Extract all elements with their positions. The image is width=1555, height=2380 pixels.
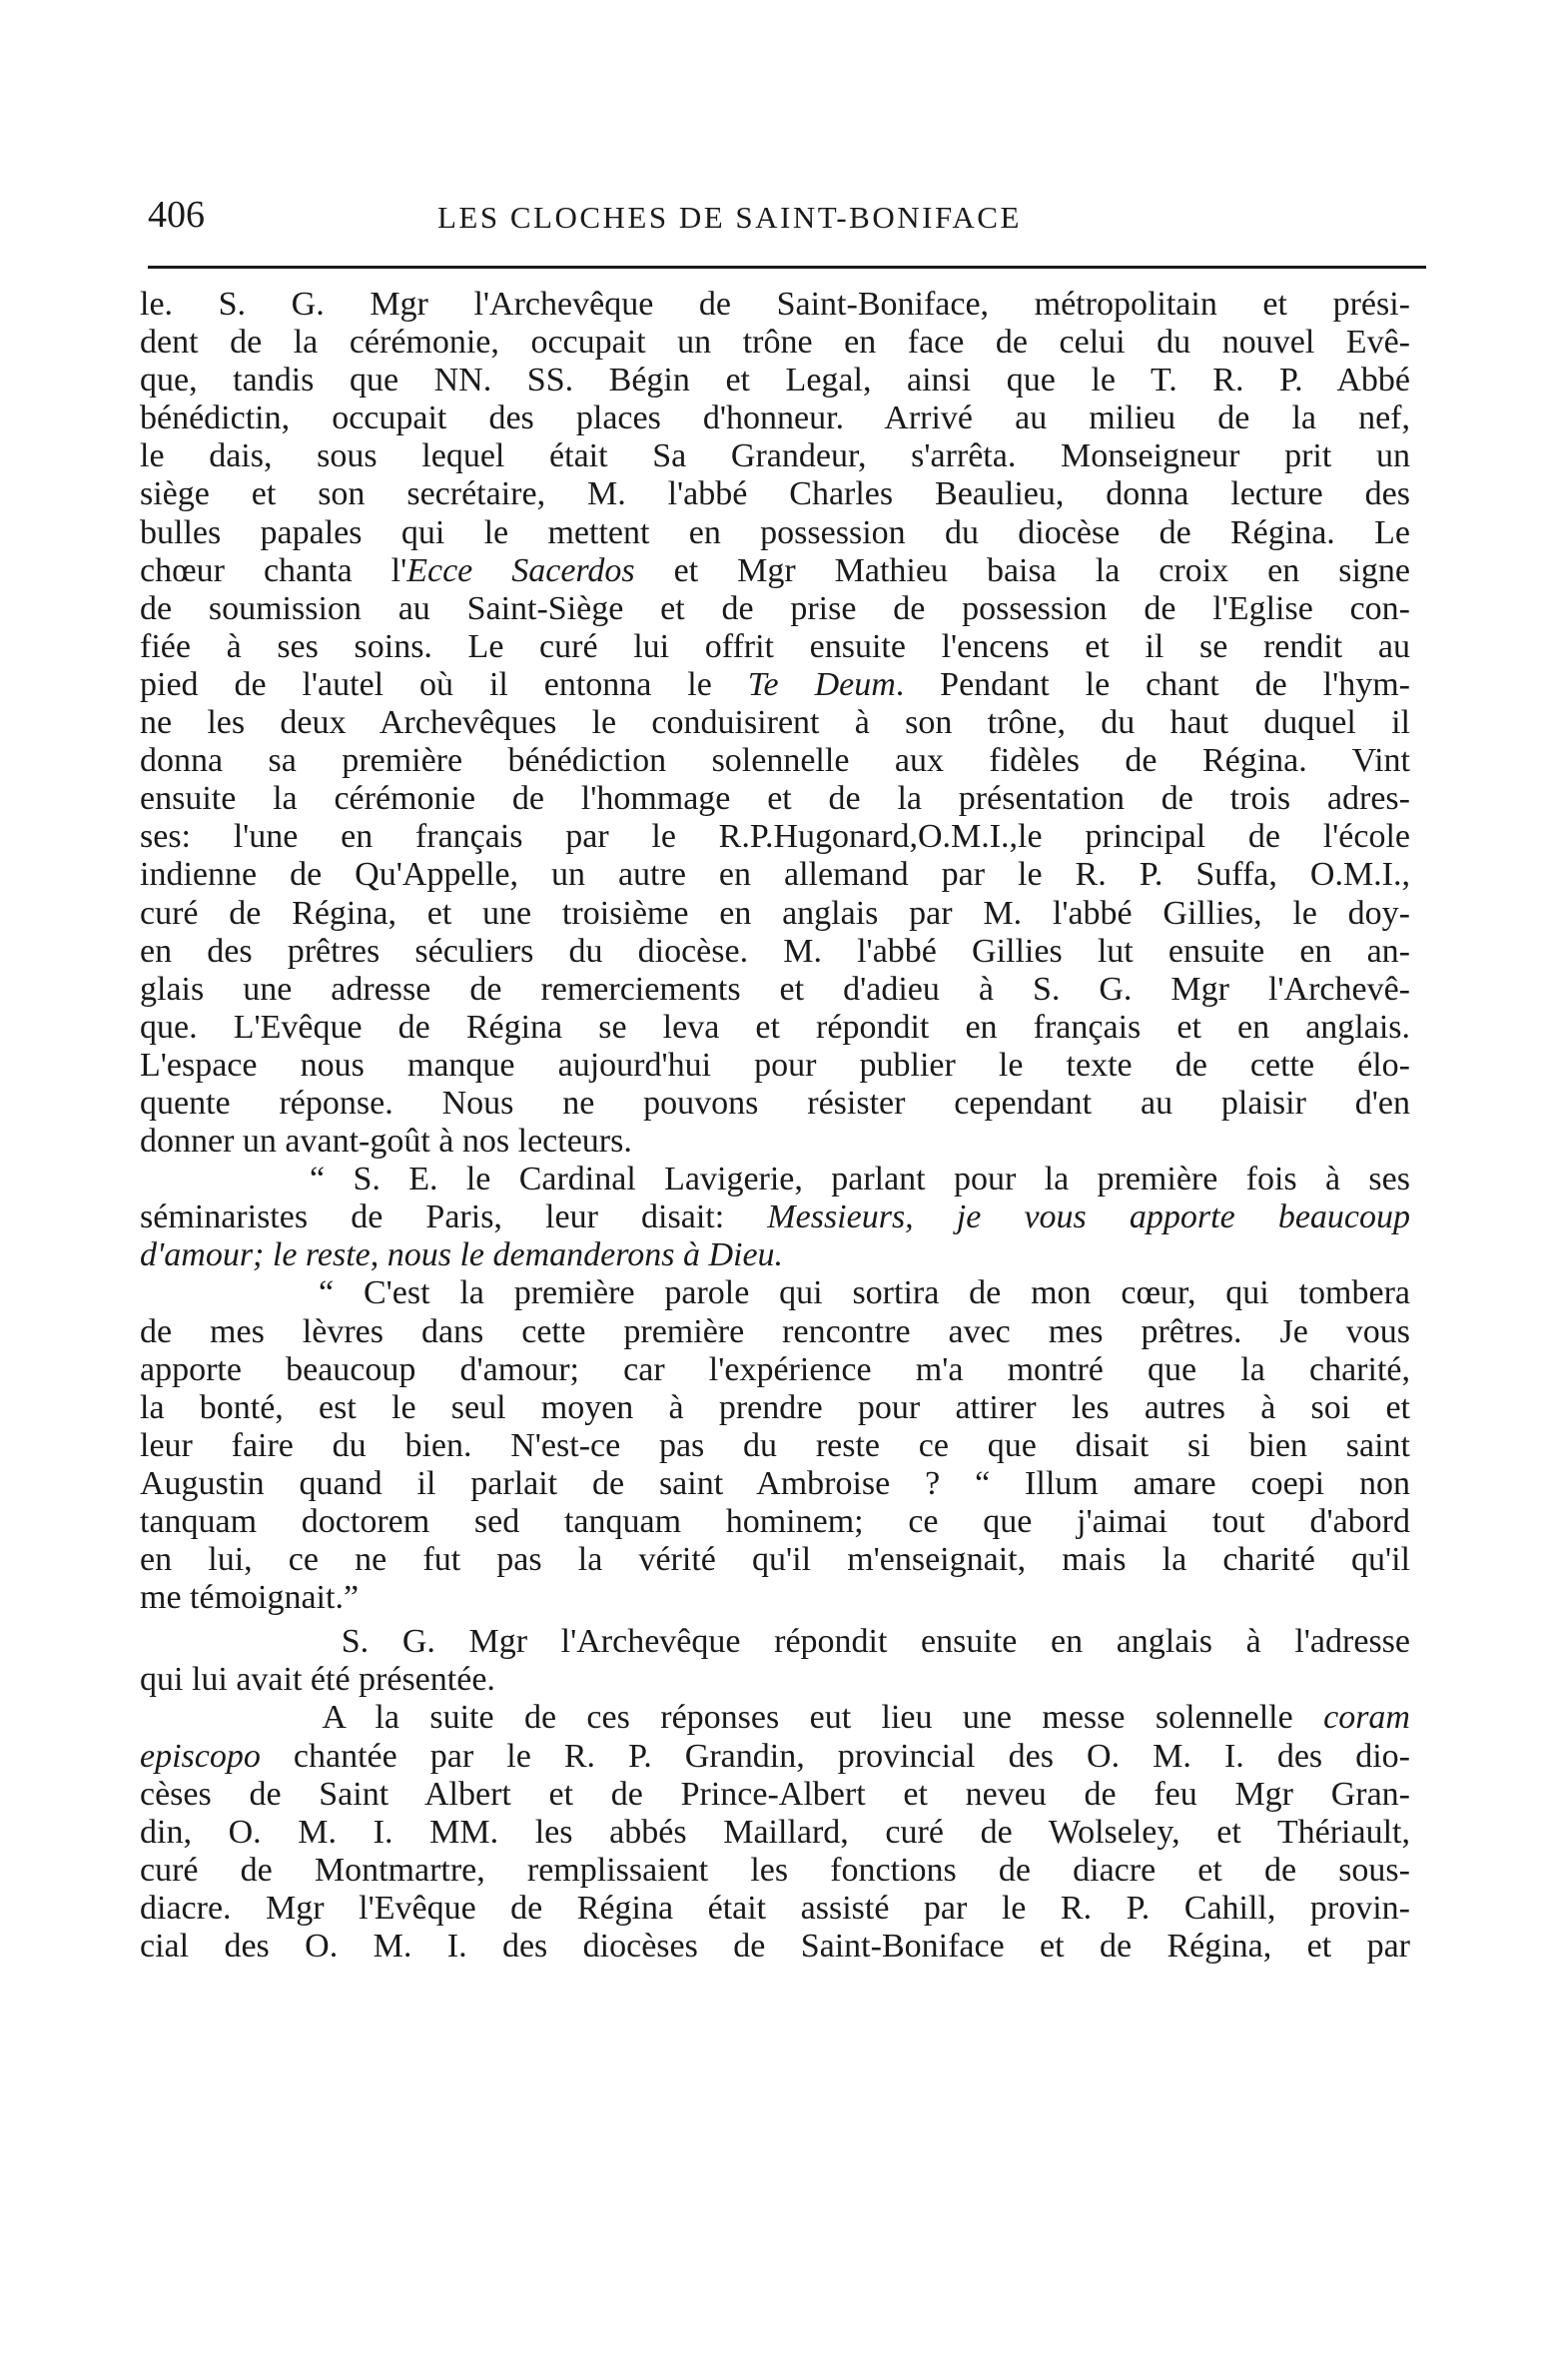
text-line	[140, 362, 1410, 399]
text-line	[140, 1274, 1410, 1312]
line-text: ensuite la cérémonie de l'hommage et de la présentation de trois adres-	[140, 780, 1410, 818]
text-line	[140, 1623, 1410, 1661]
text-line	[140, 1738, 1410, 1776]
line-text: que. L'Evêque de Régina se leva et répondit en français et en anglais.	[140, 1008, 1410, 1046]
text-line	[140, 1890, 1410, 1928]
italic-text: Ecce Sacerdos	[406, 551, 635, 589]
line-text: tanquam doctorem sed tanquam hominem; ce que j'aimai tout d'abord	[140, 1503, 1410, 1540]
text-line	[140, 1661, 1410, 1699]
text-line	[140, 1085, 1410, 1123]
text-line	[140, 399, 1410, 437]
italic-text: Te Deum	[747, 665, 896, 703]
page-header	[148, 190, 1426, 240]
line-text: en des prêtres séculiers du diocèse. M. l'abbé Gillies lut ensuite en an-	[140, 932, 1410, 970]
line-text: me témoignait.”	[140, 1579, 360, 1617]
text-line	[140, 895, 1410, 933]
line-text: que, tandis que NN. SS. Bégin et Legal, ainsi que le T. R. P. Abbé	[140, 362, 1410, 399]
text-line	[140, 1047, 1410, 1085]
line-text: donna sa première bénédiction solennelle aux fidèles de Régina. Vint	[140, 742, 1410, 780]
text-line	[140, 1389, 1410, 1427]
text-line	[140, 628, 1410, 666]
line-text: bénédictin, occupait des places d'honneur. Arrivé au milieu de la nef,	[140, 399, 1410, 437]
line-text: indienne de Qu'Appelle, un autre en allemand par le R. P. Suffa, O.M.I.,	[140, 856, 1410, 894]
text-line	[140, 780, 1410, 818]
text-line	[140, 1814, 1410, 1852]
line-text: apporte beaucoup d'amour; car l'expérience m'a montré que la charité,	[140, 1350, 1410, 1388]
text-line	[140, 590, 1410, 628]
line-text: chœur chanta l'	[140, 551, 407, 589]
line-text: siège et son secrétaire, M. l'abbé Charles Beaulieu, donna lecture des	[140, 475, 1410, 513]
text-line	[140, 324, 1410, 362]
line-text: qui lui avait été présentée.	[140, 1661, 495, 1699]
text-line	[140, 1541, 1410, 1579]
text-line	[140, 971, 1410, 1009]
text-line	[140, 1776, 1410, 1814]
text-line	[140, 1009, 1410, 1047]
text-line	[140, 1161, 1410, 1198]
text-line	[140, 704, 1410, 742]
text-line	[140, 933, 1410, 971]
text-line	[140, 437, 1410, 475]
line-text: en lui, ce ne fut pas la vérité qu'il m'enseignait, mais la charité qu'il	[140, 1541, 1410, 1579]
line-text: diacre. Mgr l'Evêque de Régina était assisté par le R. P. Cahill, provin-	[140, 1889, 1410, 1927]
line-text: cial des O. M. I. des diocèses de Saint-Boniface et de Régina, et par	[140, 1928, 1410, 1966]
italic-text: coram	[1323, 1699, 1410, 1737]
text-line	[140, 1852, 1410, 1890]
line-text: Augustin quand il parlait de saint Ambroise ? “ Illum amare coepi non	[140, 1464, 1410, 1502]
text-line	[140, 1503, 1410, 1541]
line-text: ses: l'une en français par le R.P.Hugonard,O.M.I.,le principal de l'école	[140, 818, 1410, 856]
line-text-after: . Pendant le chant de l'hym-	[895, 665, 1410, 703]
line-text: “ S. E. le Cardinal Lavigerie, parlant pour la première fois à ses	[140, 1161, 1410, 1198]
text-line	[140, 286, 1410, 324]
line-text: la bonté, est le seul moyen à prendre pour attirer les autres à soi et	[140, 1388, 1410, 1426]
line-text: donner un avant-goût à nos lecteurs.	[140, 1123, 632, 1161]
text-line	[140, 1699, 1410, 1737]
line-text-after: et Mgr Mathieu baisa la croix en signe	[634, 551, 1410, 589]
text-line	[140, 1236, 1410, 1274]
line-text: leur faire du bien. N'est-ce pas du reste ce que disait si bien saint	[140, 1426, 1410, 1464]
page-number: 406	[148, 194, 205, 236]
body-text	[140, 286, 1410, 1966]
text-line	[140, 1928, 1410, 1966]
italic-text: d'amour; le reste, nous le demanderons à Dieu.	[140, 1236, 784, 1274]
line-text: cèses de Saint Albert et de Prince-Albert et neveu de feu Mgr Gran-	[140, 1775, 1410, 1813]
text-line	[140, 818, 1410, 856]
text-line	[140, 1579, 1410, 1617]
line-text: de mes lèvres dans cette première rencontre avec mes prêtres. Je vous	[140, 1312, 1410, 1350]
text-line	[140, 552, 1410, 590]
line-text: quente réponse. Nous ne pouvons résister cependant au plaisir d'en	[140, 1084, 1410, 1122]
line-text: de soumission au Saint-Siège et de prise de possession de l'Eglise con-	[140, 589, 1410, 627]
line-text: din, O. M. I. MM. les abbés Maillard, curé de Wolseley, et Thériault,	[140, 1813, 1410, 1851]
italic-text: episcopo	[140, 1737, 261, 1775]
line-text: curé de Montmartre, remplissaient les fonctions de diacre et de sous-	[140, 1851, 1410, 1889]
text-line	[140, 742, 1410, 780]
line-text: A la suite de ces réponses eut lieu une messe solennelle	[140, 1699, 1324, 1737]
line-text: “ C'est la première parole qui sortira de mon cœur, qui tombera	[140, 1274, 1410, 1312]
running-title: LES CLOCHES DE SAINT-BONIFACE	[437, 200, 1022, 235]
text-line	[140, 475, 1410, 513]
text-line	[140, 1427, 1410, 1465]
line-text-after: chantée par le R. P. Grandin, provincial des O. M. I. des dio-	[260, 1737, 1410, 1775]
line-text: ne les deux Archevêques le conduisirent à son trône, du haut duquel il	[140, 704, 1410, 742]
line-text: le. S. G. Mgr l'Archevêque de Saint-Boniface, métropolitain et prési-	[140, 286, 1410, 323]
line-text: pied de l'autel où il entonna le	[140, 665, 748, 703]
text-line	[140, 1123, 1410, 1161]
italic-text: Messieurs, je vous apporte beaucoup	[767, 1198, 1410, 1236]
text-line	[140, 514, 1410, 552]
line-text: fiée à ses soins. Le curé lui offrit ensuite l'encens et il se rendit au	[140, 627, 1410, 665]
header-rule	[148, 266, 1426, 269]
text-line	[140, 1351, 1410, 1389]
text-line	[140, 1198, 1410, 1236]
text-line	[140, 1313, 1410, 1351]
line-text: séminaristes de Paris, leur disait:	[140, 1198, 768, 1236]
line-text: curé de Régina, et une troisième en anglais par M. l'abbé Gillies, le doy-	[140, 894, 1410, 932]
text-line	[140, 856, 1410, 894]
line-text: glais une adresse de remerciements et d'adieu à S. G. Mgr l'Archevê-	[140, 970, 1410, 1008]
line-text: S. G. Mgr l'Archevêque répondit ensuite en anglais à l'adresse	[140, 1623, 1410, 1661]
line-text: le dais, sous lequel était Sa Grandeur, s'arrêta. Monseigneur prit un	[140, 437, 1410, 475]
text-line	[140, 1465, 1410, 1503]
line-text: L'espace nous manque aujourd'hui pour publier le texte de cette élo-	[140, 1046, 1410, 1084]
line-text: dent de la cérémonie, occupait un trône en face de celui du nouvel Evê-	[140, 324, 1410, 362]
text-line	[140, 666, 1410, 704]
line-text: bulles papales qui le mettent en possession du diocèse de Régina. Le	[140, 513, 1410, 551]
